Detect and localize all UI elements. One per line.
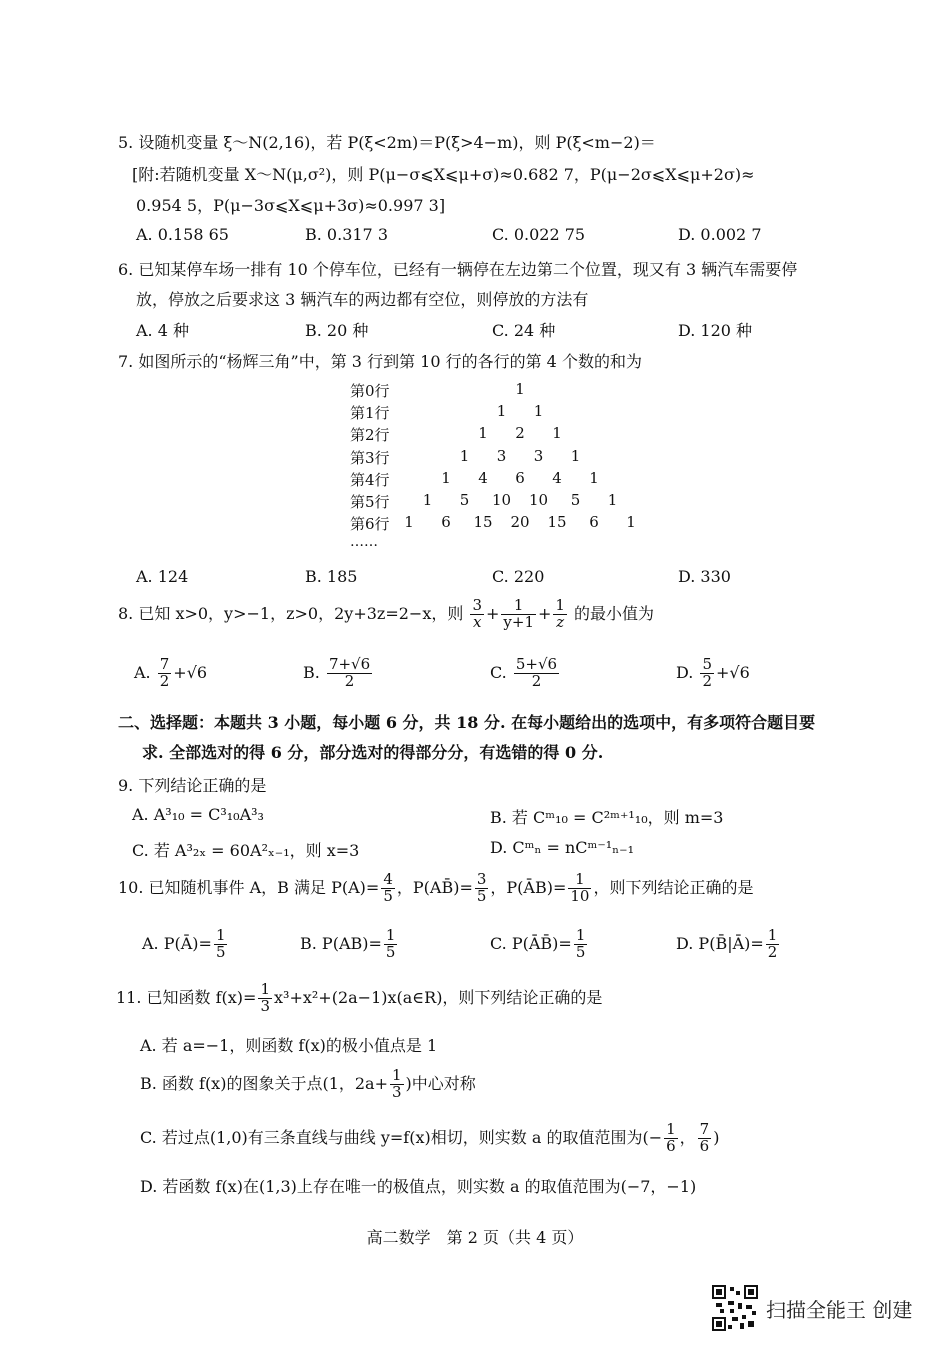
q9-option-b: B. 若 Cᵐ₁₀ = C²ᵐ⁺¹₁₀，则 m=3: [490, 808, 724, 827]
triangle-row-label: 第2行: [350, 426, 390, 445]
triangle-number: 4: [552, 468, 562, 487]
triangle-number: 1: [496, 402, 507, 421]
q6-option-b: B. 20 种: [305, 321, 369, 340]
q9-option-d: D. Cᵐₙ = nCᵐ⁻¹ₙ₋₁: [490, 838, 634, 857]
q9-stem: 9. 下列结论正确的是: [118, 776, 267, 795]
scanner-watermark: [712, 1285, 912, 1331]
q8-suffix: 的最小值为: [574, 603, 655, 623]
triangle-ellipsis: ……: [350, 534, 378, 550]
q8-frac-2: $\frac{1}{y+1}$: [503, 596, 534, 631]
triangle-number: 6: [589, 513, 599, 532]
triangle-number: 1: [478, 424, 488, 443]
triangle-number: 5: [459, 491, 470, 509]
triangle-row-label: 第4行: [350, 470, 390, 489]
q8-option-b: B. $\frac{7+√6}{2}$: [303, 655, 371, 690]
scanner-text: 扫描全能王 创建: [766, 1297, 913, 1322]
triangle-number: 3: [533, 446, 544, 465]
triangle-number: 10: [528, 491, 549, 509]
q6-option-a: A. 4 种: [136, 321, 189, 340]
triangle-number: 1: [459, 446, 470, 465]
section2-heading-1: 二、选择题：本题共 3 小题，每小题 6 分，共 18 分. 在每小题给出的选项中，有多项符合题目要: [118, 713, 816, 732]
triangle-number: 1: [404, 513, 414, 532]
q7-stem: 7. 如图所示的“杨辉三角”中，第 3 行到第 10 行的各行的第 4 个数的和为: [118, 352, 642, 371]
q10-option-b: B. P(AB)= $\frac{1}{5}$: [300, 926, 396, 961]
q7-option-b: B. 185: [305, 567, 358, 586]
section2-heading-2: 求. 全部选对的得 6 分，部分选对的得部分分，有选错的得 0 分.: [142, 743, 604, 762]
q8-option-a: A. $\frac{7}{2}$ +√6: [134, 655, 208, 690]
q5-option-b: B. 0.317 3: [305, 225, 388, 244]
q7-option-c: C. 220: [492, 567, 545, 586]
q8-prefix: 8. 已知 x>0，y>−1，z>0，2y+3z=2−x，则: [118, 603, 464, 623]
triangle-number: 1: [422, 491, 433, 509]
q11-stem: 11. 已知函数 f(x)= $\frac{1}{3}$ x³+x²+(2a−1)x(a∈R)，则下列结论正确的是: [116, 980, 603, 1015]
q6-option-c: C. 24 种: [492, 321, 556, 340]
q8-option-c: C. $\frac{5+√6}{2}$: [490, 655, 558, 690]
triangle-number: 1: [570, 446, 581, 465]
q8-frac-3: $\frac{1}{z}$: [555, 596, 565, 631]
triangle-row-label: 第1行: [350, 404, 390, 423]
triangle-row-label: 第6行: [350, 515, 390, 534]
q5-appendix-2: 0.954 5，P(μ−3σ⩽X⩽μ+3σ)≈0.997 3]: [136, 196, 446, 215]
triangle-number: 3: [496, 446, 507, 465]
triangle-row-label: 第0行: [350, 382, 390, 400]
q9-option-a: A. A³₁₀ = C³₁₀A³₃: [132, 805, 264, 824]
q8-plus-2: +: [538, 603, 552, 623]
q5-option-c: C. 0.022 75: [492, 225, 586, 244]
triangle-row-label: 第3行: [350, 448, 390, 467]
q8-stem: [118, 598, 654, 631]
q10-option-d: D. P(B̄|Ā)= $\frac{1}{2}$: [676, 926, 778, 961]
q7-option-a: A. 124: [136, 567, 189, 586]
triangle-number: 1: [441, 468, 451, 487]
q11-option-c: C. 若过点(1,0)有三条直线与曲线 y=f(x)相切，则实数 a 的取值范围为(− $\frac{1}{6}$ ， $\frac{7}{6}$ ): [140, 1120, 720, 1155]
qr-code-icon: [712, 1285, 758, 1331]
triangle-number: 20: [510, 513, 530, 532]
triangle-number: 1: [626, 513, 636, 532]
triangle-number: 1: [589, 468, 599, 487]
q6-stem-2: 放，停放之后要求这 3 辆汽车的两边都有空位，则停放的方法有: [136, 290, 589, 309]
q10-stem: 10. 已知随机事件 A，B 满足 P(A)= $\frac{4}{5}$ ，P(AB̄)= $\frac{3}{5}$ ，P(ĀB)= $\frac{1}{10}$ ，则下列结论正确的是: [118, 870, 754, 905]
triangle-number: 1: [607, 491, 618, 509]
triangle-number: 15: [547, 513, 567, 532]
q11-option-d: D. 若函数 f(x)在(1,3)上存在唯一的极值点，则实数 a 的取值范围为(−7，−1): [140, 1177, 697, 1196]
q5-stem: 5. 设随机变量 ξ～N(2,16)，若 P(ξ<2m)＝P(ξ>4−m)，则 P(ξ<m−2)＝: [118, 133, 656, 152]
q8-plus-1: +: [486, 603, 500, 623]
triangle-number: 1: [533, 402, 544, 421]
triangle-number: 1: [552, 424, 562, 443]
triangle-number: 6: [441, 513, 451, 532]
q11-option-a: A. 若 a=−1，则函数 f(x)的极小值点是 1: [140, 1036, 438, 1055]
q8-frac-1: $\frac{3}{x}$: [472, 596, 482, 631]
q5-appendix-1: [附:若随机变量 X～N(μ,σ²)，则 P(μ−σ⩽X⩽μ+σ)≈0.682 7，P(μ−2σ⩽X⩽μ+2σ)≈: [132, 165, 755, 184]
q5-option-a: A. 0.158 65: [136, 225, 229, 244]
triangle-number: 6: [515, 468, 525, 487]
q5-option-d: D. 0.002 7: [678, 225, 762, 244]
q8-option-d: D. $\frac{5}{2}$ +√6: [676, 655, 750, 690]
q10-option-a: A. P(Ā)= $\frac{1}{5}$: [142, 926, 226, 961]
q6-option-d: D. 120 种: [678, 321, 753, 340]
triangle-number: 10: [491, 491, 512, 509]
page-footer: 高二数学 第 2 页（共 4 页）: [366, 1228, 584, 1247]
q10-option-c: C. P(ĀB̄)= $\frac{1}{5}$: [490, 926, 586, 961]
q9-option-c: C. 若 A³₂ₓ = 60A²ₓ₋₁，则 x=3: [132, 841, 360, 860]
q11-option-b: B. 函数 f(x)的图象关于点(1，2a+ $\frac{1}{3}$ )中心对称: [140, 1066, 476, 1101]
triangle-number: 5: [570, 491, 581, 509]
q6-stem-1: 6. 已知某停车场一排有 10 个停车位，已经有一辆停在左边第二个位置，现又有 3 辆汽车需要停: [118, 260, 798, 279]
triangle-row-label: 第5行: [350, 493, 390, 511]
triangle-number: 4: [478, 468, 488, 487]
q7-option-d: D. 330: [678, 567, 731, 586]
triangle-number: 15: [473, 513, 493, 532]
triangle-number: 1: [515, 380, 525, 398]
triangle-number: 2: [515, 424, 525, 443]
